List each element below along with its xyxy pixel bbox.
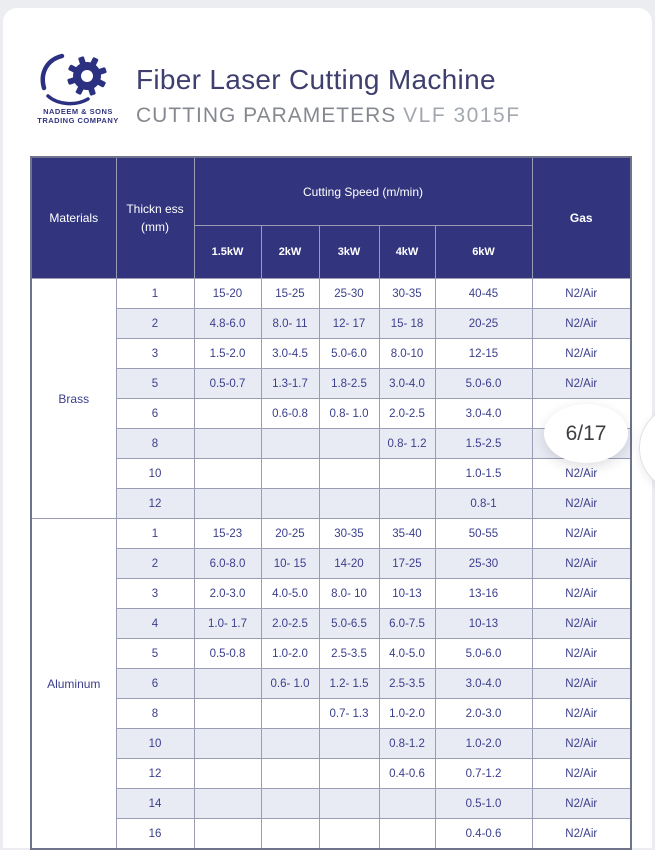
edge-circle — [639, 404, 655, 492]
table-row — [31, 609, 631, 639]
gas-cell: N2/Air — [532, 279, 631, 309]
speed-cell: 13-16 — [435, 579, 532, 609]
speed-cell — [319, 759, 379, 789]
thickness-cell: 5 — [116, 369, 194, 399]
speed-cell — [261, 429, 319, 459]
thickness-cell: 16 — [116, 819, 194, 850]
speed-cell: 30-35 — [379, 279, 435, 309]
speed-cell: 1.0-2.0 — [435, 729, 532, 759]
speed-cell — [261, 819, 319, 850]
page-indicator-text: 6/17 — [565, 421, 607, 445]
material-label: Brass — [31, 279, 116, 519]
header-power-4kw: 4kW — [379, 226, 435, 279]
speed-cell — [194, 459, 261, 489]
speed-cell: 0.4-0.6 — [435, 819, 532, 850]
gas-cell: N2/Air — [532, 339, 631, 369]
speed-cell: 0.5-0.8 — [194, 639, 261, 669]
speed-cell: 15-20 — [194, 279, 261, 309]
speed-cell: 4.0-5.0 — [379, 639, 435, 669]
gas-cell: N2/Air — [532, 579, 631, 609]
speed-cell: 1.0- 1.7 — [194, 609, 261, 639]
thickness-cell: 3 — [116, 339, 194, 369]
header-gas: Gas — [532, 157, 631, 279]
speed-cell: 15-23 — [194, 519, 261, 549]
gas-cell: N2/Air — [532, 729, 631, 759]
gas-cell: N2/Air — [532, 309, 631, 339]
gas-cell: N2/Air — [532, 699, 631, 729]
speed-cell: 17-25 — [379, 549, 435, 579]
speed-cell: 4.8-6.0 — [194, 309, 261, 339]
speed-cell: 2.5-3.5 — [379, 669, 435, 699]
gear-swoosh-icon — [32, 50, 124, 106]
table-row — [31, 459, 631, 489]
gas-cell: N2/Air — [532, 609, 631, 639]
speed-cell: 0.7-1.2 — [435, 759, 532, 789]
thickness-cell: 6 — [116, 399, 194, 429]
speed-cell — [261, 789, 319, 819]
table-row — [31, 399, 631, 429]
gas-cell: N2/Air — [532, 639, 631, 669]
speed-cell: 15-25 — [261, 279, 319, 309]
speed-cell: 14-20 — [319, 549, 379, 579]
page-card — [3, 8, 652, 848]
thickness-cell: 6 — [116, 669, 194, 699]
speed-cell: 3.0-4.5 — [261, 339, 319, 369]
speed-cell — [194, 699, 261, 729]
thickness-cell: 3 — [116, 579, 194, 609]
table-row — [31, 489, 631, 519]
company-logo — [29, 50, 127, 125]
speed-cell: 2.0-3.0 — [435, 699, 532, 729]
speed-cell — [261, 759, 319, 789]
speed-cell — [319, 729, 379, 759]
gas-cell: N2/Air — [532, 759, 631, 789]
speed-cell — [319, 429, 379, 459]
speed-cell — [194, 819, 261, 850]
speed-cell: 1.0-2.0 — [261, 639, 319, 669]
model-number: VLF 3015F — [403, 104, 521, 127]
page-title: Fiber Laser Cutting Machine — [136, 64, 496, 95]
speed-cell: 1.0-1.5 — [435, 459, 532, 489]
speed-cell: 0.5-0.7 — [194, 369, 261, 399]
speed-cell: 12- 17 — [319, 309, 379, 339]
thickness-cell: 10 — [116, 729, 194, 759]
speed-cell: 20-25 — [435, 309, 532, 339]
material-label: Aluminum — [31, 519, 116, 850]
thickness-cell: 12 — [116, 489, 194, 519]
table-row — [31, 369, 631, 399]
speed-cell — [194, 489, 261, 519]
speed-cell: 10-13 — [435, 609, 532, 639]
speed-cell: 8.0-10 — [379, 339, 435, 369]
thickness-cell: 1 — [116, 519, 194, 549]
speed-cell: 1.5-2.0 — [194, 339, 261, 369]
speed-cell — [261, 489, 319, 519]
speed-cell — [194, 669, 261, 699]
speed-cell: 12-15 — [435, 339, 532, 369]
speed-cell — [194, 789, 261, 819]
speed-cell: 3.0-4.0 — [435, 669, 532, 699]
speed-cell: 35-40 — [379, 519, 435, 549]
speed-cell: 0.8-1.2 — [379, 729, 435, 759]
table-row — [31, 729, 631, 759]
speed-cell: 0.8-1 — [435, 489, 532, 519]
table-row — [31, 429, 631, 459]
speed-cell: 3.0-4.0 — [435, 399, 532, 429]
thickness-cell: 8 — [116, 699, 194, 729]
speed-cell: 30-35 — [319, 519, 379, 549]
speed-cell: 2.0-2.5 — [379, 399, 435, 429]
speed-cell — [261, 729, 319, 759]
header-materials: Materials — [31, 157, 116, 279]
table-row — [31, 279, 631, 309]
thickness-cell: 2 — [116, 549, 194, 579]
gas-cell: N2/Air — [532, 489, 631, 519]
speed-cell — [194, 399, 261, 429]
speed-cell: 6.0-8.0 — [194, 549, 261, 579]
speed-cell: 0.5-1.0 — [435, 789, 532, 819]
speed-cell — [261, 699, 319, 729]
speed-cell: 15- 18 — [379, 309, 435, 339]
speed-cell: 6.0-7.5 — [379, 609, 435, 639]
speed-cell — [379, 789, 435, 819]
speed-cell: 50-55 — [435, 519, 532, 549]
table-body — [31, 279, 631, 850]
header-power-2kw: 2kW — [261, 226, 319, 279]
table-row — [31, 819, 631, 850]
speed-cell: 25-30 — [435, 549, 532, 579]
company-name-line1: NADEEM & SONS — [43, 107, 113, 116]
thickness-cell: 8 — [116, 429, 194, 459]
speed-cell: 5.0-6.0 — [435, 369, 532, 399]
speed-cell — [319, 489, 379, 519]
thickness-cell: 14 — [116, 789, 194, 819]
gas-cell: N2/Air — [532, 459, 631, 489]
table-row — [31, 669, 631, 699]
speed-cell — [194, 759, 261, 789]
speed-cell: 1.2- 1.5 — [319, 669, 379, 699]
thickness-cell: 10 — [116, 459, 194, 489]
speed-cell: 1.0-2.0 — [379, 699, 435, 729]
header-titles — [136, 64, 521, 128]
speed-cell: 0.8- 1.0 — [319, 399, 379, 429]
table-row — [31, 339, 631, 369]
gas-cell: N2/Air — [532, 669, 631, 699]
speed-cell: 5.0-6.5 — [319, 609, 379, 639]
table-header — [31, 157, 631, 279]
speed-cell: 5.0-6.0 — [319, 339, 379, 369]
speed-cell: 8.0- 10 — [319, 579, 379, 609]
parameters-table — [30, 156, 632, 850]
speed-cell: 0.7- 1.3 — [319, 699, 379, 729]
table-row — [31, 309, 631, 339]
speed-cell: 0.4-0.6 — [379, 759, 435, 789]
table-row — [31, 699, 631, 729]
speed-cell: 2.5-3.5 — [319, 639, 379, 669]
speed-cell — [319, 459, 379, 489]
table-row — [31, 519, 631, 549]
speed-cell: 1.3-1.7 — [261, 369, 319, 399]
speed-cell — [379, 459, 435, 489]
thickness-cell: 12 — [116, 759, 194, 789]
subtitle-text: CUTTING PARAMETERS — [136, 104, 397, 127]
speed-cell — [319, 819, 379, 850]
page-indicator-badge[interactable] — [544, 404, 628, 463]
speed-cell: 10- 15 — [261, 549, 319, 579]
gas-cell: N2/Air — [532, 819, 631, 850]
company-name-line2: TRADING COMPANY — [37, 115, 119, 125]
speed-cell: 0.6-0.8 — [261, 399, 319, 429]
speed-cell: 8.0- 11 — [261, 309, 319, 339]
speed-cell — [379, 489, 435, 519]
speed-cell — [261, 459, 319, 489]
header-cutting-speed: Cutting Speed (m/min) — [194, 157, 532, 226]
thickness-cell: 2 — [116, 309, 194, 339]
speed-cell: 20-25 — [261, 519, 319, 549]
speed-cell: 4.0-5.0 — [261, 579, 319, 609]
table-row — [31, 639, 631, 669]
table-row — [31, 789, 631, 819]
gas-cell: N2/Air — [532, 519, 631, 549]
thickness-cell: 4 — [116, 609, 194, 639]
gas-cell: N2/Air — [532, 369, 631, 399]
speed-cell: 1.8-2.5 — [319, 369, 379, 399]
gas-cell: N2/Air — [532, 549, 631, 579]
speed-cell: 0.6- 1.0 — [261, 669, 319, 699]
speed-cell: 2.0-2.5 — [261, 609, 319, 639]
speed-cell: 40-45 — [435, 279, 532, 309]
speed-cell — [379, 819, 435, 850]
speed-cell: 0.8- 1.2 — [379, 429, 435, 459]
thickness-cell: 5 — [116, 639, 194, 669]
page-subtitle — [136, 104, 521, 128]
header-power-1-5kw: 1.5kW — [194, 226, 261, 279]
header-power-3kw: 3kW — [319, 226, 379, 279]
table-row — [31, 579, 631, 609]
speed-cell — [194, 429, 261, 459]
speed-cell: 10-13 — [379, 579, 435, 609]
speed-cell: 25-30 — [319, 279, 379, 309]
table-row — [31, 759, 631, 789]
thickness-cell: 1 — [116, 279, 194, 309]
speed-cell: 3.0-4.0 — [379, 369, 435, 399]
speed-cell — [319, 789, 379, 819]
table-row — [31, 549, 631, 579]
speed-cell: 1.5-2.5 — [435, 429, 532, 459]
speed-cell — [194, 729, 261, 759]
header-thickness: Thickn ess (mm) — [116, 157, 194, 279]
speed-cell: 5.0-6.0 — [435, 639, 532, 669]
header-power-6kw: 6kW — [435, 226, 532, 279]
gas-cell: N2/Air — [532, 789, 631, 819]
speed-cell: 2.0-3.0 — [194, 579, 261, 609]
